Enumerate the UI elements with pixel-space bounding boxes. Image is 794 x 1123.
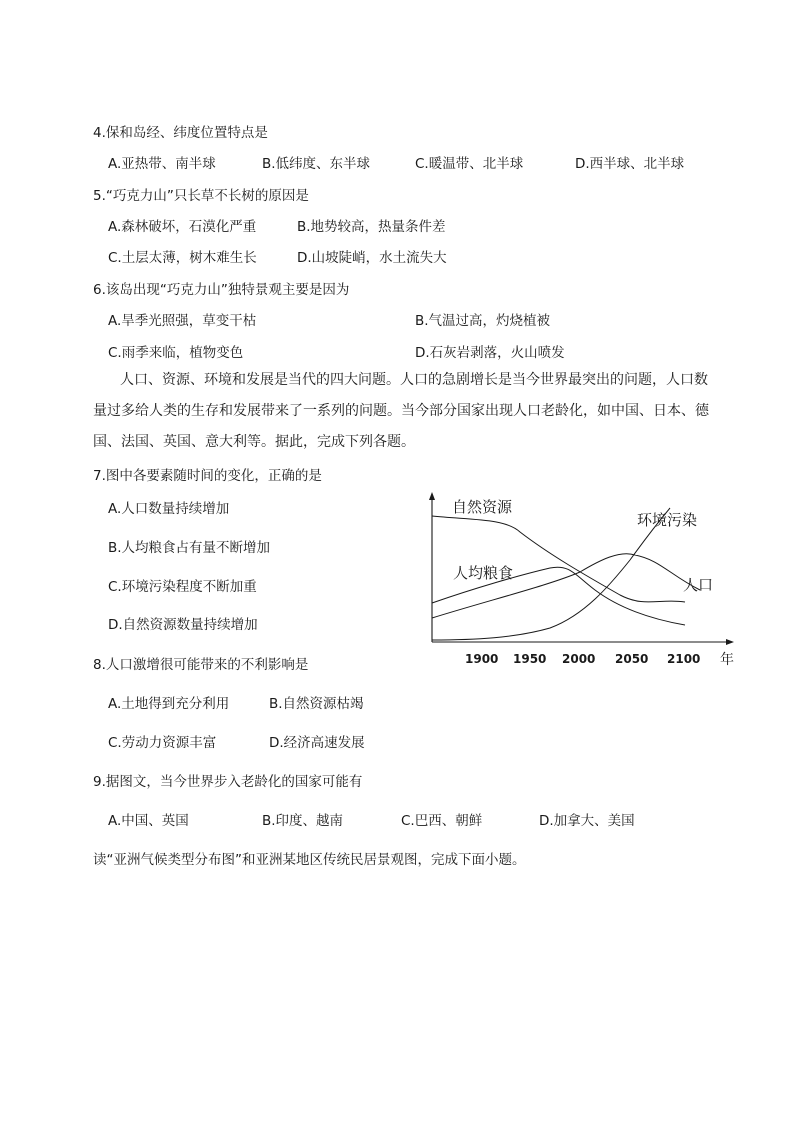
q6-option-a: A.旱季光照强，草变干枯 <box>108 313 257 329</box>
population-resource-chart <box>420 490 740 675</box>
q4-option-d: D.西半球、北半球 <box>575 156 685 172</box>
x-tick-label: 1900 <box>465 652 499 666</box>
x-tick-label: 2050 <box>615 652 649 666</box>
q5-option-c: C.土层太薄，树木难生长 <box>108 250 257 266</box>
series-label-population: 人口 <box>683 576 714 594</box>
q9-option-a: A.中国、英国 <box>108 813 189 829</box>
final-instruction: 读“亚洲气候类型分布图”和亚洲某地区传统民居景观图，完成下面小题。 <box>93 852 526 868</box>
q6-option-d: D.石灰岩剥落，火山喷发 <box>415 345 565 361</box>
series-label-pollution: 环境污染 <box>637 511 698 529</box>
q6-stem: 6.该岛出现“巧克力山”独特景观主要是因为 <box>93 282 350 298</box>
q8-stem: 8.人口激增很可能带来的不利影响是 <box>93 657 309 673</box>
q9-stem: 9.据图文，当今世界步入老龄化的国家可能有 <box>93 774 363 790</box>
q5-option-d: D.山坡陡峭，水土流失大 <box>297 250 447 266</box>
q8-option-a: A.土地得到充分利用 <box>108 696 230 712</box>
x-axis-unit-label: 年 <box>720 652 734 668</box>
q7-option-d: D.自然资源数量持续增加 <box>108 617 258 633</box>
q5-stem: 5.“巧克力山”只长草不长树的原因是 <box>93 188 309 204</box>
series-label-grain-per-capita: 人均粮食 <box>453 564 514 582</box>
q6-option-c: C.雨季来临，植物变色 <box>108 345 244 361</box>
q4-option-a: A.亚热带、南半球 <box>108 156 216 172</box>
q5-option-a: A.森林破坏，石漠化严重 <box>108 219 257 235</box>
y-axis-arrow <box>429 492 435 500</box>
q9-option-b: B.印度、越南 <box>262 813 344 829</box>
q4-stem: 4.保和岛经、纬度位置特点是 <box>93 125 268 141</box>
x-axis-arrow <box>726 639 734 645</box>
q8-option-c: C.劳动力资源丰富 <box>108 735 217 751</box>
q4-option-b: B.低纬度、东半球 <box>262 156 371 172</box>
q7-option-a: A.人口数量持续增加 <box>108 501 230 517</box>
q5-option-b: B.地势较高，热量条件差 <box>297 219 446 235</box>
q4-option-c: C.暖温带、北半球 <box>415 156 524 172</box>
series-label-natural-resources: 自然资源 <box>452 498 513 516</box>
x-tick-label: 2100 <box>667 652 701 666</box>
x-tick-label: 1950 <box>513 652 547 666</box>
q7-stem: 7.图中各要素随时间的变化，正确的是 <box>93 468 322 484</box>
x-tick-label: 2000 <box>562 652 596 666</box>
q8-option-b: B.自然资源枯竭 <box>269 696 364 712</box>
q8-option-d: D.经济高速发展 <box>269 735 365 751</box>
passage-text: 人口、资源、环境和发展是当代的四大问题。人口的急剧增长是当今世界最突出的问题，人口数量过多给人类的生存和发展带来了一系列的问题。当今部分国家出现人口老龄化，如中国、日本、德国、法国、英国、意大利等。据此，完成下列各题。 <box>93 372 709 450</box>
q9-option-c: C.巴西、朝鲜 <box>401 813 483 829</box>
q7-option-b: B.人均粮食占有量不断增加 <box>108 540 271 556</box>
q6-option-b: B.气温过高，灼烧植被 <box>415 313 551 329</box>
q9-option-d: D.加拿大、美国 <box>539 813 635 829</box>
q7-option-c: C.环境污染程度不断加重 <box>108 579 257 595</box>
